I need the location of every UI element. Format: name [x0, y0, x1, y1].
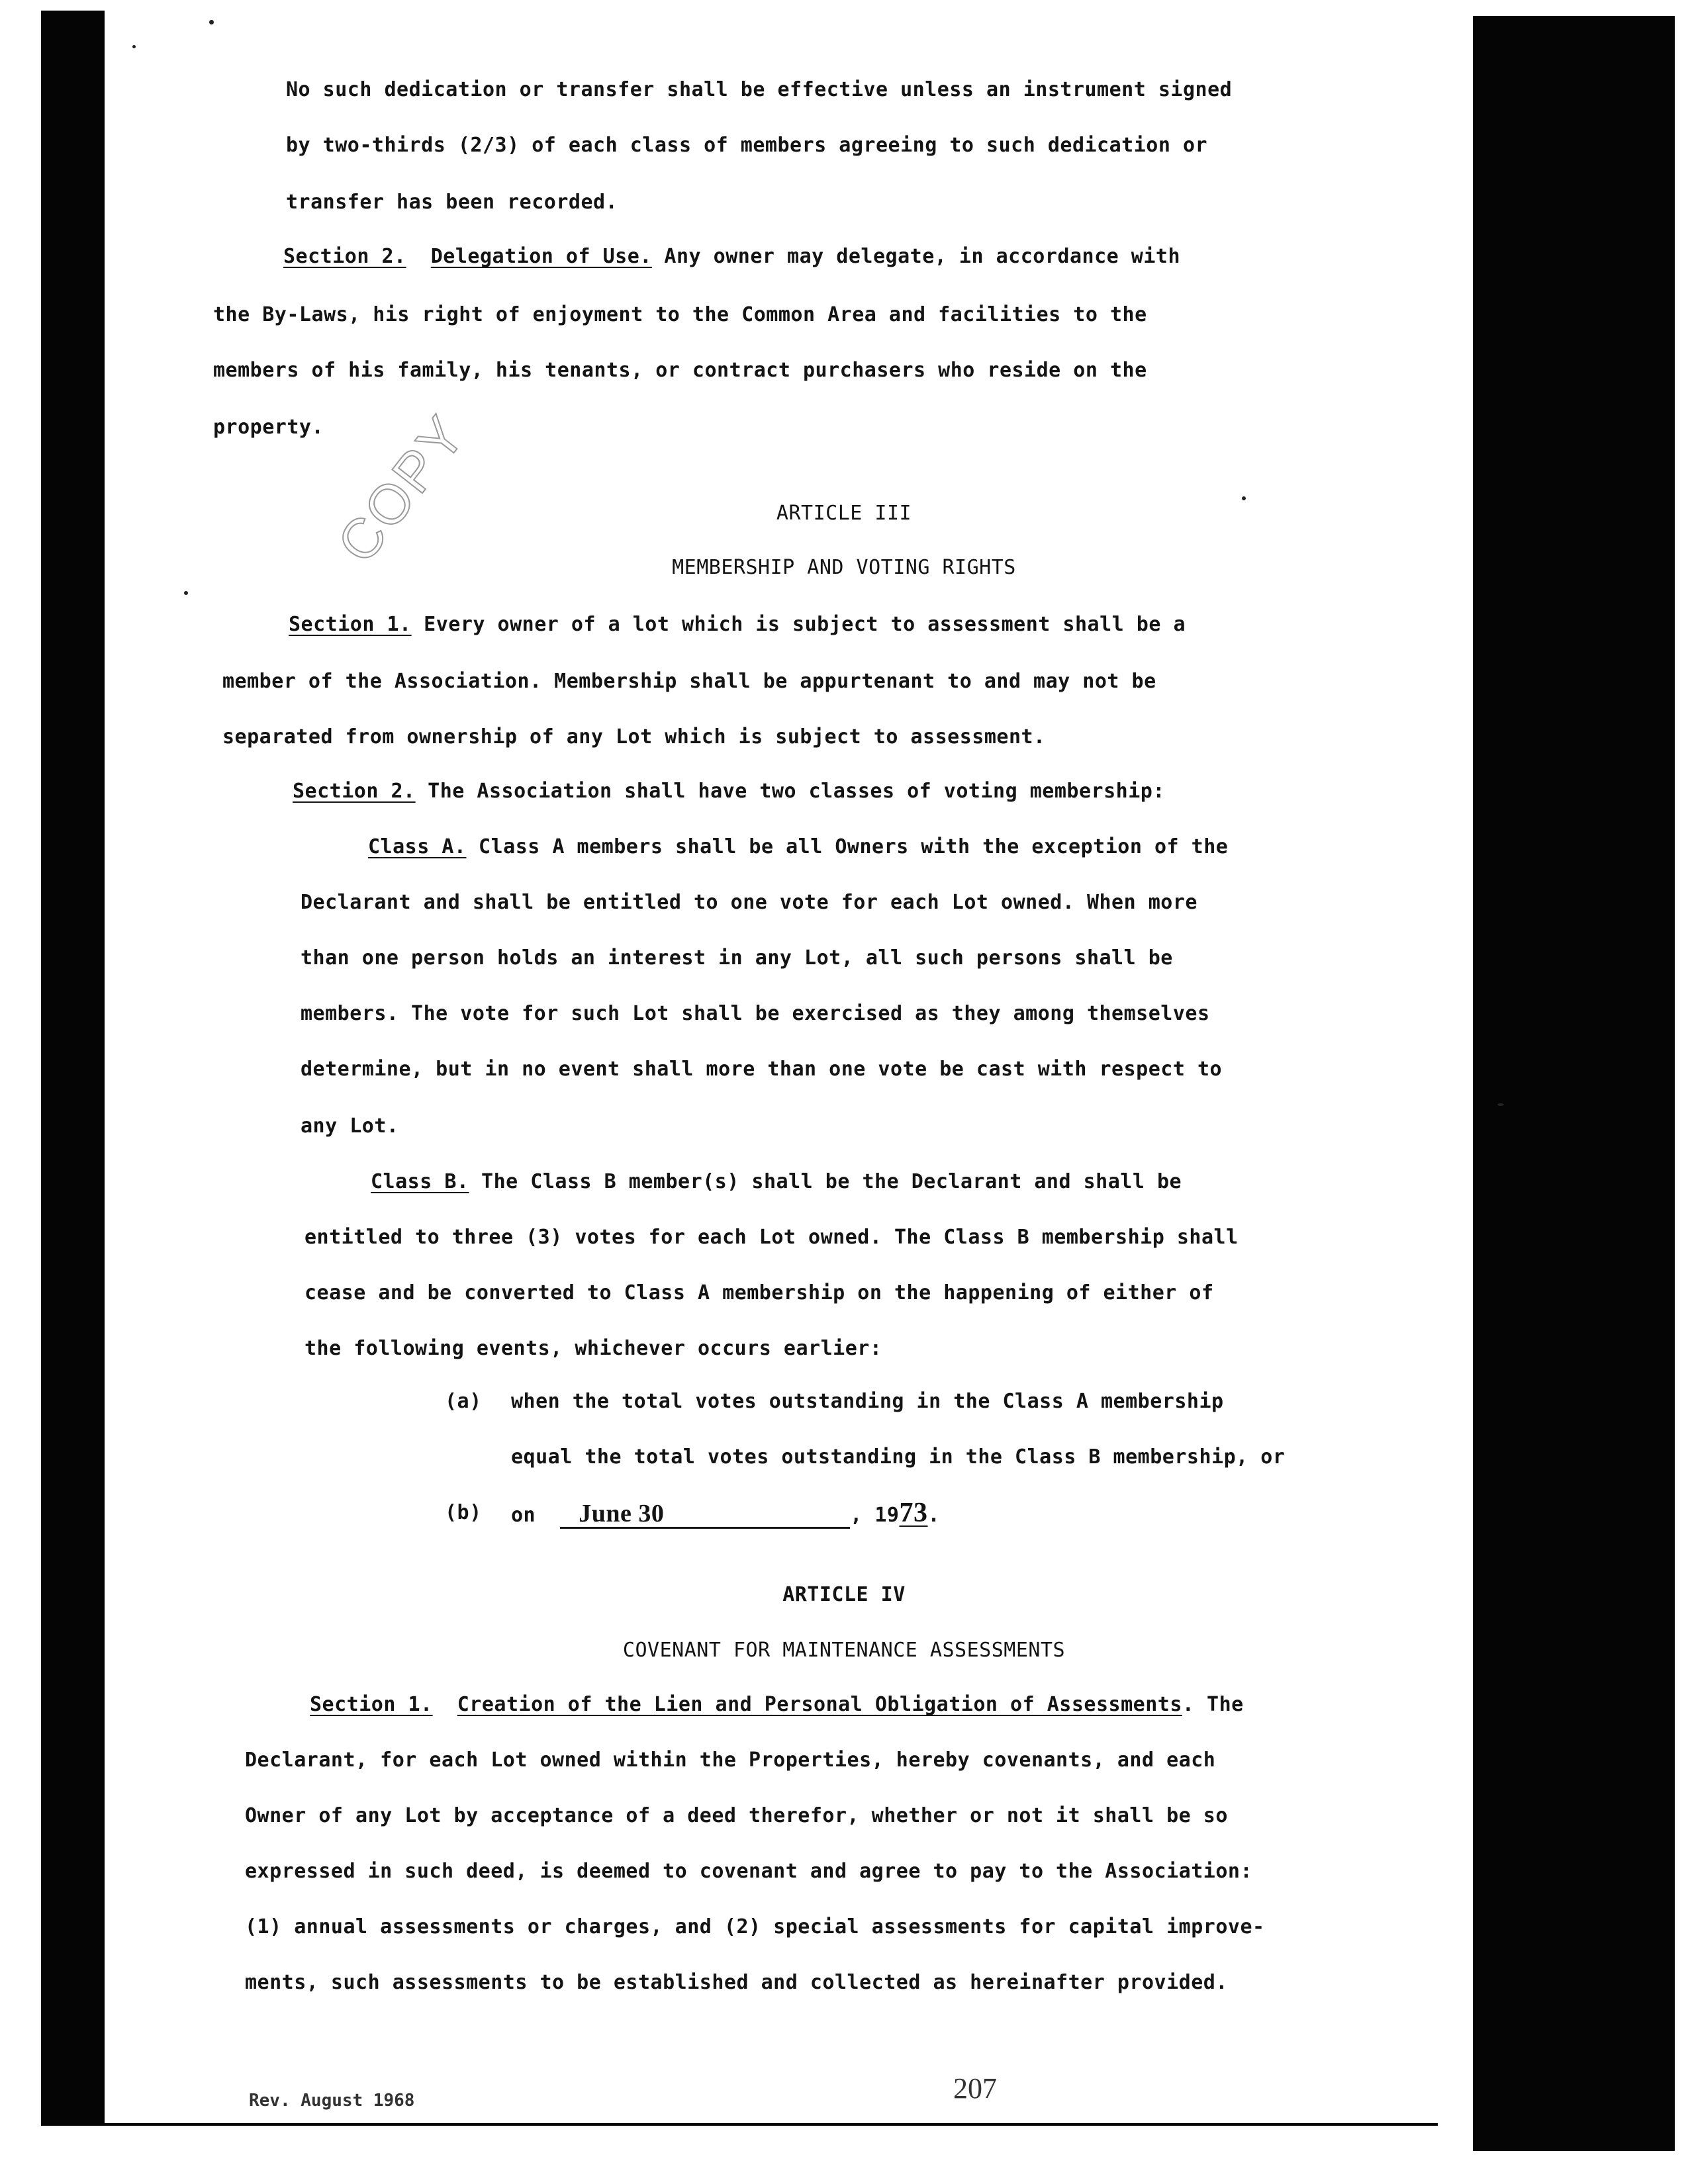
text-line: separated from ownership of any Lot which is subject to assessment. — [222, 725, 1046, 749]
text-line: property. — [213, 416, 324, 439]
text-line: Declarant and shall be entitled to one vote for each Lot owned. When more — [301, 891, 1197, 914]
text-line: by two-thirds (2/3) of each class of members agreeing to such dedication or — [286, 134, 1208, 157]
scan-speck — [209, 20, 214, 24]
list-label: (a) — [445, 1390, 482, 1413]
section-title: Delegation of Use. — [430, 245, 652, 268]
list-label: (b) — [445, 1501, 482, 1524]
text-line — [293, 778, 1165, 805]
text-line: the following events, whichever occurs earlier: — [305, 1337, 882, 1360]
section-2-heading-line — [283, 244, 1180, 270]
text-line: when the total votes outstanding in the Class A membership — [511, 1390, 1224, 1413]
year-handwritten: 73 — [899, 1498, 928, 1528]
text-line: No such dedication or transfer shall be effective unless an instrument signed — [286, 78, 1233, 101]
scan-border-left — [41, 11, 105, 2123]
section-title: Creation of the Lien and Personal Obligation of Assessments — [457, 1693, 1182, 1716]
text-run: . The — [1182, 1693, 1244, 1716]
text-run: Any owner may delegate, in accordance with — [651, 245, 1181, 268]
article-4-subtitle: COVENANT FOR MAINTENANCE ASSESSMENTS — [622, 1639, 1066, 1662]
text-run: . — [927, 1504, 941, 1527]
text-line: members. The vote for such Lot shall be exercised as they among themselves — [301, 1002, 1210, 1025]
scan-speck — [184, 591, 188, 595]
scan-speck — [1497, 1103, 1504, 1106]
text-line: determine, but in no event shall more than one vote be cast with respect to — [301, 1058, 1223, 1081]
text-line — [371, 1169, 1182, 1195]
article-4-title: ARTICLE IV — [782, 1583, 906, 1606]
text-line: cease and be converted to Class A membership on the happening of either of — [305, 1281, 1214, 1304]
text-line: than one person holds an interest in any Lot, all such persons shall be — [301, 946, 1173, 970]
page-number: 207 — [953, 2072, 997, 2105]
section-label: Section 2. — [283, 245, 406, 268]
text-line: members of his family, his tenants, or contract purchasers who reside on the — [213, 359, 1147, 382]
revision-note: Rev. August 1968 — [249, 2091, 415, 2111]
text-line: any Lot. — [301, 1115, 399, 1138]
text-line: equal the total votes outstanding in the Class B membership, or — [511, 1445, 1286, 1469]
text-run: The Association shall have two classes of voting membership: — [415, 780, 1165, 803]
text-line: the By-Laws, his right of enjoyment to the Common Area and facilities to the — [213, 303, 1147, 326]
class-label: Class A. — [368, 835, 467, 858]
text-line — [368, 834, 1228, 860]
text-line — [310, 1692, 1244, 1718]
text-run: , 19 — [850, 1504, 900, 1527]
text-line: transfer has been recorded. — [286, 191, 618, 214]
date-line — [511, 1500, 940, 1529]
article-3-title: ARTICLE III — [776, 502, 912, 525]
section-label: Section 1. — [289, 613, 412, 636]
text-line: (1) annual assessments or charges, and (2) special assessments for capital improve- — [245, 1915, 1265, 1938]
copy-stamp: COPY — [325, 403, 478, 574]
article-3-subtitle: MEMBERSHIP AND VOTING RIGHTS — [672, 556, 1016, 579]
text-run: The Class B member(s) shall be the Declarant and shall be — [469, 1170, 1182, 1193]
text-line: ments, such assessments to be established and collected as hereinafter provided. — [245, 1971, 1228, 1994]
text-line: Owner of any Lot by acceptance of a deed therefor, whether or not it shall be so — [245, 1804, 1228, 1827]
text-line: Declarant, for each Lot owned within the Properties, hereby covenants, and each — [245, 1749, 1216, 1772]
scan-speck — [132, 45, 136, 48]
text-line: entitled to three (3) votes for each Lot owned. The Class B membership shall — [305, 1226, 1239, 1249]
section-label: Section 1. — [310, 1693, 433, 1716]
text-line — [289, 612, 1186, 638]
scan-border-right — [1473, 16, 1675, 2151]
class-label: Class B. — [371, 1170, 469, 1193]
text-run: Class A members shall be all Owners with the exception of the — [466, 835, 1229, 858]
text-run: on — [511, 1504, 536, 1527]
text-run: Every owner of a lot which is subject to assessment shall be a — [411, 613, 1186, 636]
date-blank: June 30 — [560, 1500, 850, 1529]
scan-border-bottom — [41, 2123, 1438, 2126]
text-line: expressed in such deed, is deemed to covenant and agree to pay to the Association: — [245, 1860, 1253, 1883]
section-label: Section 2. — [293, 780, 416, 803]
text-line: member of the Association. Membership shall be appurtenant to and may not be — [222, 670, 1156, 693]
